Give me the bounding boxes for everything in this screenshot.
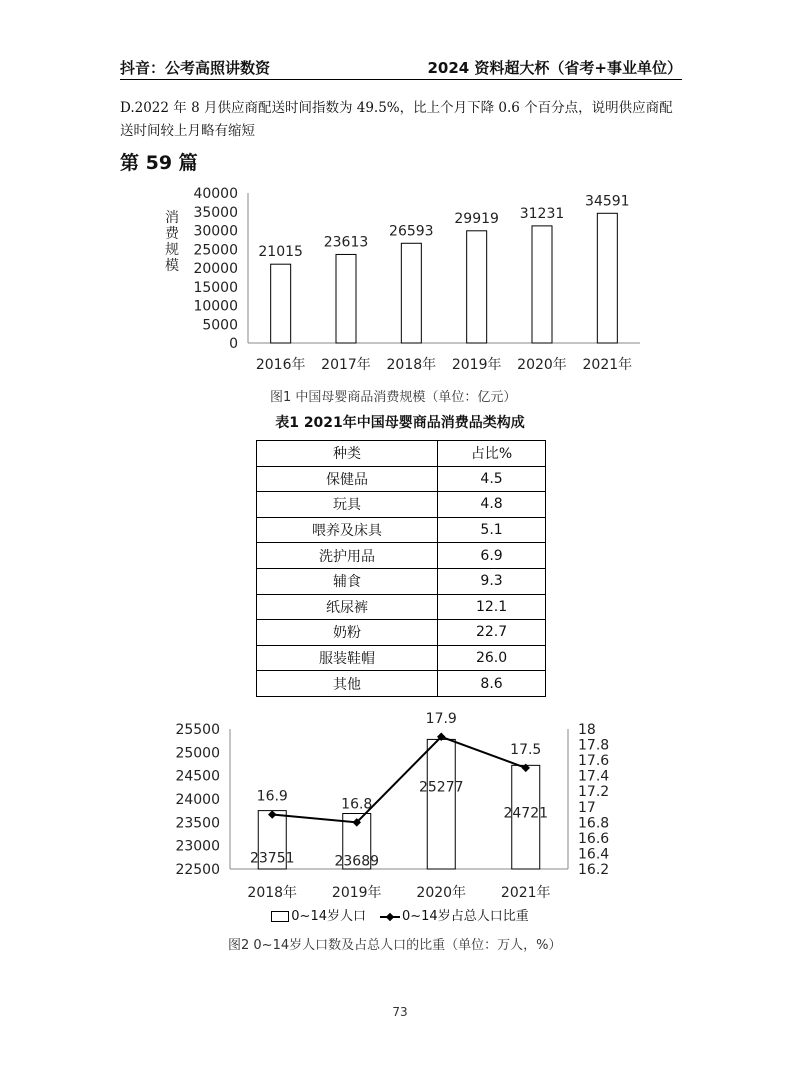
x-tick-label: 2019年 [451,357,502,373]
table-cell-category: 奶粉 [257,620,438,646]
x-tick-label: 2020年 [416,885,467,901]
table-cell-category: 纸尿裤 [257,594,438,620]
ratio-value-label: 16.9 [256,788,288,805]
header-left-text: 抖音：公考高照讲数资 [120,59,271,77]
left-y-tick-label: 25000 [175,745,220,762]
y-tick-label: 15000 [193,279,238,296]
table-cell-share: 9.3 [438,568,546,594]
left-y-tick-label: 25500 [175,722,220,738]
bar-value-label: 23751 [249,850,295,867]
x-tick-label: 2016年 [255,357,306,373]
table-cell-share: 6.9 [438,543,546,569]
table-cell-share: 26.0 [438,645,546,671]
table-header-cell: 种类 [257,441,438,467]
left-y-tick-label: 24000 [175,792,220,808]
ratio-value-label: 16.8 [341,796,373,813]
right-y-tick-label: 18 [578,722,596,738]
legend-line-swatch [380,916,400,918]
bar-value-label: 21015 [258,244,303,261]
figure1-caption: 图1 中国母婴商品消费规模（单位：亿元） [270,390,517,405]
bar-value-label: 23689 [334,853,380,870]
table-cell-share: 4.5 [438,466,546,492]
y-tick-label: 40000 [193,186,238,202]
right-y-tick-label: 17.2 [578,784,610,801]
x-tick-label: 2021年 [500,885,551,901]
y-axis-title-char: 消 [165,210,179,226]
table-cell-share: 22.7 [438,620,546,646]
legend-line-label: 0~14岁占总人口比重 [402,909,529,924]
y-tick-label: 25000 [193,242,238,259]
page-number: 73 [392,1005,408,1019]
right-y-tick-label: 17.8 [578,737,610,754]
left-y-tick-label: 22500 [175,862,220,878]
right-y-tick-label: 17.6 [578,753,610,770]
left-y-tick-label: 23000 [175,838,220,855]
x-tick-label: 2018年 [247,885,298,901]
bar-value-label: 34591 [585,193,630,210]
right-y-tick-label: 17 [578,799,596,816]
x-tick-label: 2020年 [517,357,567,373]
header-right-text: 2024 资料超大杯（省考+事业单位） [427,59,682,77]
bar-value-label: 24721 [503,805,549,822]
intro-paragraph: D.2022 年 8 月供应商配送时间指数为 49.5%，比上个月下降 0.6 个百分点，说明供应商配送时间较上月略有缩短 [120,100,673,139]
bar-value-label: 25277 [418,779,464,796]
figure2-legend [0,905,800,924]
legend-bar-swatch [271,911,289,922]
table1-title: 表1 2021年中国母婴商品消费品类构成 [275,415,525,431]
bar-value-label: 29919 [454,210,499,227]
table-cell-share: 4.8 [438,492,546,518]
right-y-tick-label: 16.4 [578,846,610,863]
section-title: 第 59 篇 [120,152,198,174]
y-tick-label: 0 [229,336,238,352]
table-cell-category: 喂养及床具 [257,517,438,543]
bar-value-label: 26593 [389,223,434,240]
table-cell-category: 玩具 [257,492,438,518]
y-axis-title-char: 费 [165,226,179,242]
ratio-value-label: 17.9 [425,710,457,727]
table-cell-category: 保健品 [257,466,438,492]
y-tick-label: 10000 [193,298,238,315]
left-y-tick-label: 24500 [175,768,220,785]
y-tick-label: 30000 [193,223,238,240]
table-header-cell: 占比% [438,441,546,467]
y-tick-label: 35000 [193,204,238,221]
table-cell-share: 8.6 [438,671,546,697]
table-cell-share: 5.1 [438,517,546,543]
x-tick-label: 2017年 [321,357,371,373]
population-bar [427,739,455,869]
table-cell-category: 辅食 [257,568,438,594]
table-cell-category: 洗护用品 [257,543,438,569]
right-y-tick-label: 16.8 [578,815,610,832]
x-tick-label: 2021年 [582,357,633,373]
right-y-tick-label: 17.4 [578,768,610,785]
legend-bar-label: 0~14岁人口 [291,909,366,924]
y-axis-title-char: 规 [165,242,179,258]
bar-value-label: 31231 [519,205,565,222]
left-y-tick-label: 23500 [175,815,220,832]
bar-value-label: 23613 [323,234,369,251]
ratio-line [272,737,526,823]
table-cell-share: 12.1 [438,594,546,620]
y-tick-label: 5000 [202,317,238,334]
figure2-caption: 图2 0~14岁人口数及占总人口的比重（单位：万人，%） [228,938,562,953]
ratio-value-label: 17.5 [510,741,542,758]
table-cell-category: 其他 [257,671,438,697]
y-tick-label: 20000 [193,261,238,277]
y-axis-title-char: 模 [165,258,179,274]
table-cell-category: 服装鞋帽 [257,645,438,671]
x-tick-label: 2019年 [331,885,382,901]
right-y-tick-label: 16.2 [578,862,610,878]
right-y-tick-label: 16.6 [578,830,610,847]
x-tick-label: 2018年 [386,357,437,373]
